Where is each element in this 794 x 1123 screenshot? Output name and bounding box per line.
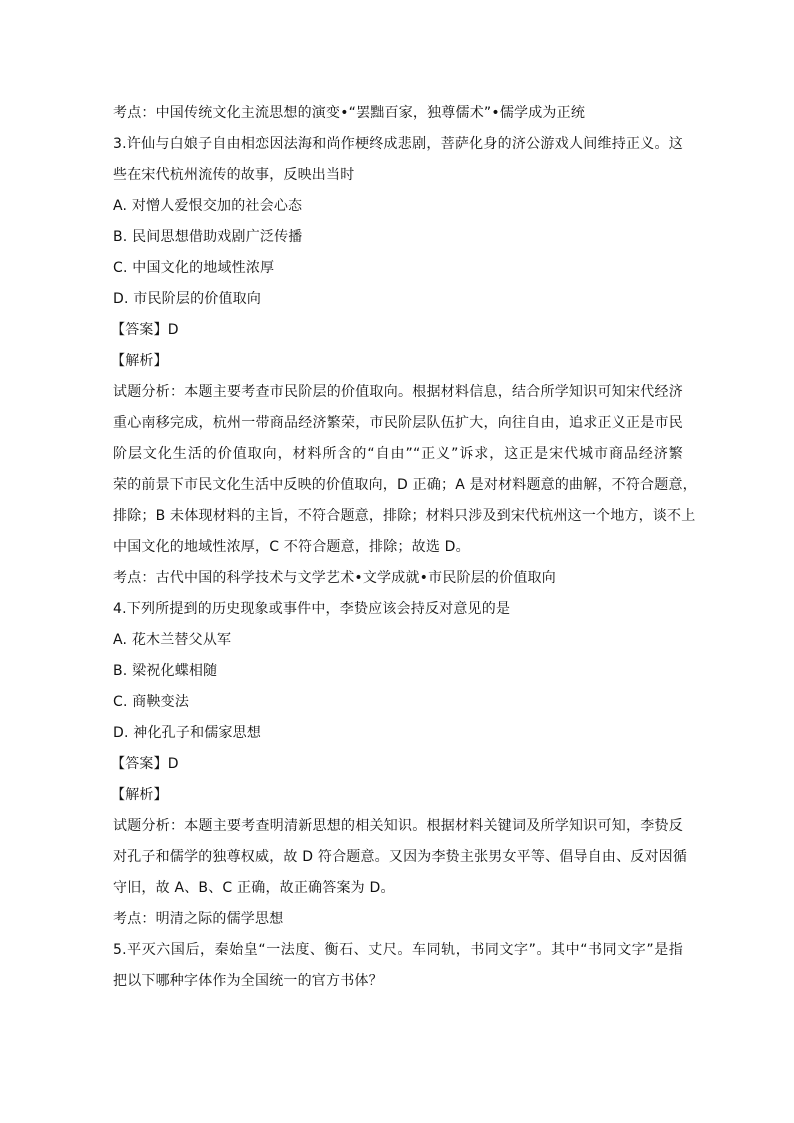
question-4-stem: 4.下列所提到的历史现象或事件中，李贽应该会持反对意见的是: [113, 601, 511, 617]
question-3-answer: 【答案】D: [111, 322, 179, 338]
question-4-option-b: B. 梁祝化蝶相随: [113, 663, 218, 679]
question-5-stem-line-1: 5.平灭六国后，秦始皇“一法度、衡石、丈尺。车同轨，书同文字”。其中“书同文字”是指: [113, 942, 683, 958]
question-3-analysis-line-6: 中国文化的地域性浓厚，C 不符合题意，排除；故选 D。: [113, 539, 470, 555]
kaodian-line-q4: 考点：明清之际的儒学思想: [113, 911, 284, 927]
question-3-stem-line-1: 3.许仙与白娘子自由相恋因法海和尚作梗终成悲剧，菩萨化身的济公游戏人间维持正义。这: [113, 136, 683, 152]
question-4-analysis-line-3: 守旧，故 A、B、C 正确，故正确答案为 D。: [113, 880, 395, 896]
question-3-analysis-line-4: 荣的前景下市民文化生活中反映的价值取向，D 正确；A 是对材料题意的曲解，不符合题意，: [113, 477, 697, 493]
question-4-option-d: D. 神化孔子和儒家思想: [113, 725, 262, 741]
question-3-option-b: B. 民间思想借助戏剧广泛传播: [113, 229, 303, 245]
question-4-option-c: C. 商鞅变法: [113, 694, 190, 710]
question-5-stem-line-2: 把以下哪种字体作为全国统一的官方书体？: [113, 973, 383, 989]
question-3-option-c: C. 中国文化的地域性浓厚: [113, 260, 275, 276]
question-3-analysis-line-1: 试题分析：本题主要考查市民阶层的价值取向。根据材料信息，结合所学知识可知宋代经济: [113, 384, 683, 400]
question-4-answer: 【答案】D: [111, 756, 179, 772]
question-3-stem-line-2: 些在宋代杭州流传的故事，反映出当时: [113, 167, 355, 183]
question-4-analysis-line-2: 对孔子和儒学的独尊权威，故 D 符合题意。又因为李贽主张男女平等、倡导自由、反对因循: [113, 849, 688, 865]
question-4-analysis-line-1: 试题分析：本题主要考查明清新思想的相关知识。根据材料关键词及所学知识可知，李贽反: [113, 818, 683, 834]
question-3-option-a: A. 对憎人爱恨交加的社会心态: [113, 198, 303, 214]
question-4-analysis-heading: 【解析】: [111, 787, 168, 803]
question-3-analysis-line-3: 阶层文化生活的价值取向，材料所含的“自由”“正义”诉求，这正是宋代城市商品经济繁: [113, 446, 683, 462]
kaodian-line-q2: 考点：中国传统文化主流思想的演变•“罢黜百家，独尊儒术”•儒学成为正统: [113, 105, 586, 121]
question-4-option-a: A. 花木兰替父从军: [113, 632, 232, 648]
question-3-analysis-line-2: 重心南移完成，杭州一带商品经济繁荣，市民阶层队伍扩大，向往自由，追求正义正是市民: [113, 415, 683, 431]
question-3-option-d: D. 市民阶层的价值取向: [113, 291, 262, 307]
kaodian-line-q3: 考点：古代中国的科学技术与文学艺术•文学成就•市民阶层的价值取向: [113, 570, 556, 586]
question-3-analysis-line-5: 排除；B 未体现材料的主旨，不符合题意，排除；材料只涉及到宋代杭州这一个地方，谈不上: [113, 508, 696, 524]
question-3-analysis-heading: 【解析】: [111, 353, 168, 369]
